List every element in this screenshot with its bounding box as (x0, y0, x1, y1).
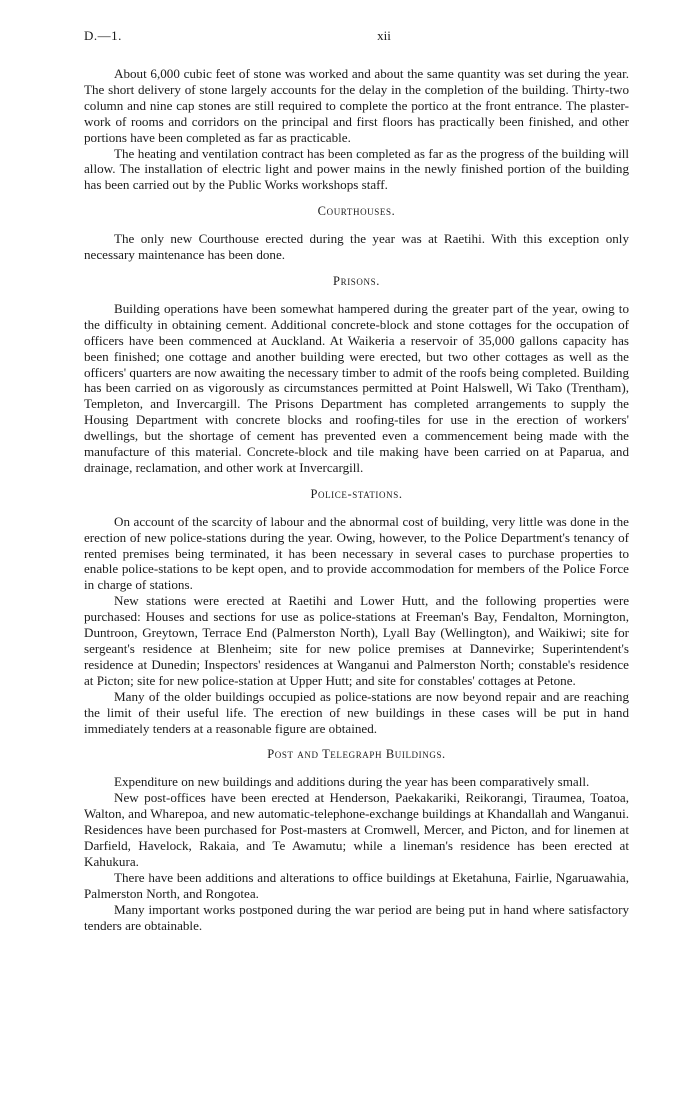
paragraph: Expenditure on new buildings and additions during the year has been comparatively small. (114, 774, 590, 790)
section-heading-prisons: Prisons. (333, 273, 380, 288)
page-number: xii (377, 28, 391, 43)
paragraph: Many important works postponed during the war period are being put in hand where satisfactory tenders are obtainable. (84, 901, 629, 933)
paragraph: About 6,000 cubic feet of stone was worked and about the same quantity was set during the year. The short delivery of stone largely accounts for the delay in the completion of the building. Thirty-two column and nine cap stones are still required to complete the portico at the front entrance. The plaster-work of rooms and corridors on the principal and first floors has practically been finished, and other portions have been completed as far as practicable. (84, 66, 629, 145)
page-header (84, 28, 630, 48)
section-heading-post-telegraph: Post and Telegraph Buildings. (267, 747, 446, 762)
paragraph: There have been additions and alterations to office buildings at Eketahuna, Fairlie, Ngaruawahia, Palmerston North, and Rongotea. (84, 869, 629, 901)
paragraph: New stations were erected at Raetihi and Lower Hutt, and the following properties were purchased: Houses and sections for use as police-stations at Freeman's Bay, Fendalton, Mornington, Duntroon, Greytown, Terrace End (Palmerston North), Lyall Bay (Wellington), and Waikiwi; site for sergeant's residence at Blenheim; site for new police premises at Dannevirke; Superintendent's residence at Dunedin; Inspectors' residences at Wanganui and Palmerston North; constable's residence at Picton; site for new police-station at Upper Hutt; and site for constables' cottages at Petone. (84, 593, 629, 688)
paragraph: The heating and ventilation contract has been completed as far as the progress of the building will allow. The installation of electric light and power mains in the newly finished portion of the building has been carried out by the Public Works workshops staff. (84, 145, 629, 193)
document-body (84, 66, 629, 933)
paragraph: The only new Courthouse erected during the year was at Raetihi. With this exception only necessary maintenance has been done. (84, 231, 629, 263)
paragraph: Building operations have been somewhat hampered during the greater part of the year, owing to the difficulty in obtaining cement. Additional concrete-block and stone cottages for the occupation of officers have been commenced at Auckland. At Waikeria a reservoir of 35,000 gallons capacity has been finished; one cottage and another building were erected, but two other cottages as well as the officers' quarters are now awaiting the necessary timber to admit of the roofs being completed. Building has been carried on as vigorously as circumstances permitted at Point Halswell, Wi Tako (Trentham), Templeton, and Invercargill. The Prisons Department has completed arrangements to supply the Housing Department with concrete blocks and roofing-tiles for use in the erection of workers' dwellings, but the shortage of cement has prevented even a commencement being made with the manufacture of this material. Concrete-block and tile making have been carried on at Paparua, and drainage, reclamation, and other work at Invercargill. (84, 300, 629, 475)
section-heading-courthouses: Courthouses. (317, 204, 396, 219)
paragraph: New post-offices have been erected at Henderson, Paekakariki, Reikorangi, Tiraumea, Toatoa, Walton, and Wharepoa, and new automatic-telephone-exchange buildings at Khandallah and Wanganui. Residences have been purchased for Post-masters at Cromwell, Mercer, and Picton, and for linemen at Darfield, Havelock, Rakaia, and Te Awamutu; while a lineman's residence has been erected at Kahukura. (84, 790, 629, 869)
paragraph: On account of the scarcity of labour and the abnormal cost of building, very little was done in the erection of new police-stations during the year. Owing, however, to the Police Department's tenancy of rented premises being terminated, it has been necessary in several cases to purchase properties to enable police-stations to be kept open, and to provide accommodation for members of the Police Force in charge of stations. (84, 513, 629, 593)
document-reference: D.—1. (84, 28, 122, 43)
paragraph: Many of the older buildings occupied as police-stations are now beyond repair and are reaching the limit of their useful life. The erection of new buildings in these cases will be put in hand immediately tenders at a reasonable figure are obtained. (84, 688, 629, 736)
section-heading-police-stations: Police-stations. (310, 486, 403, 501)
